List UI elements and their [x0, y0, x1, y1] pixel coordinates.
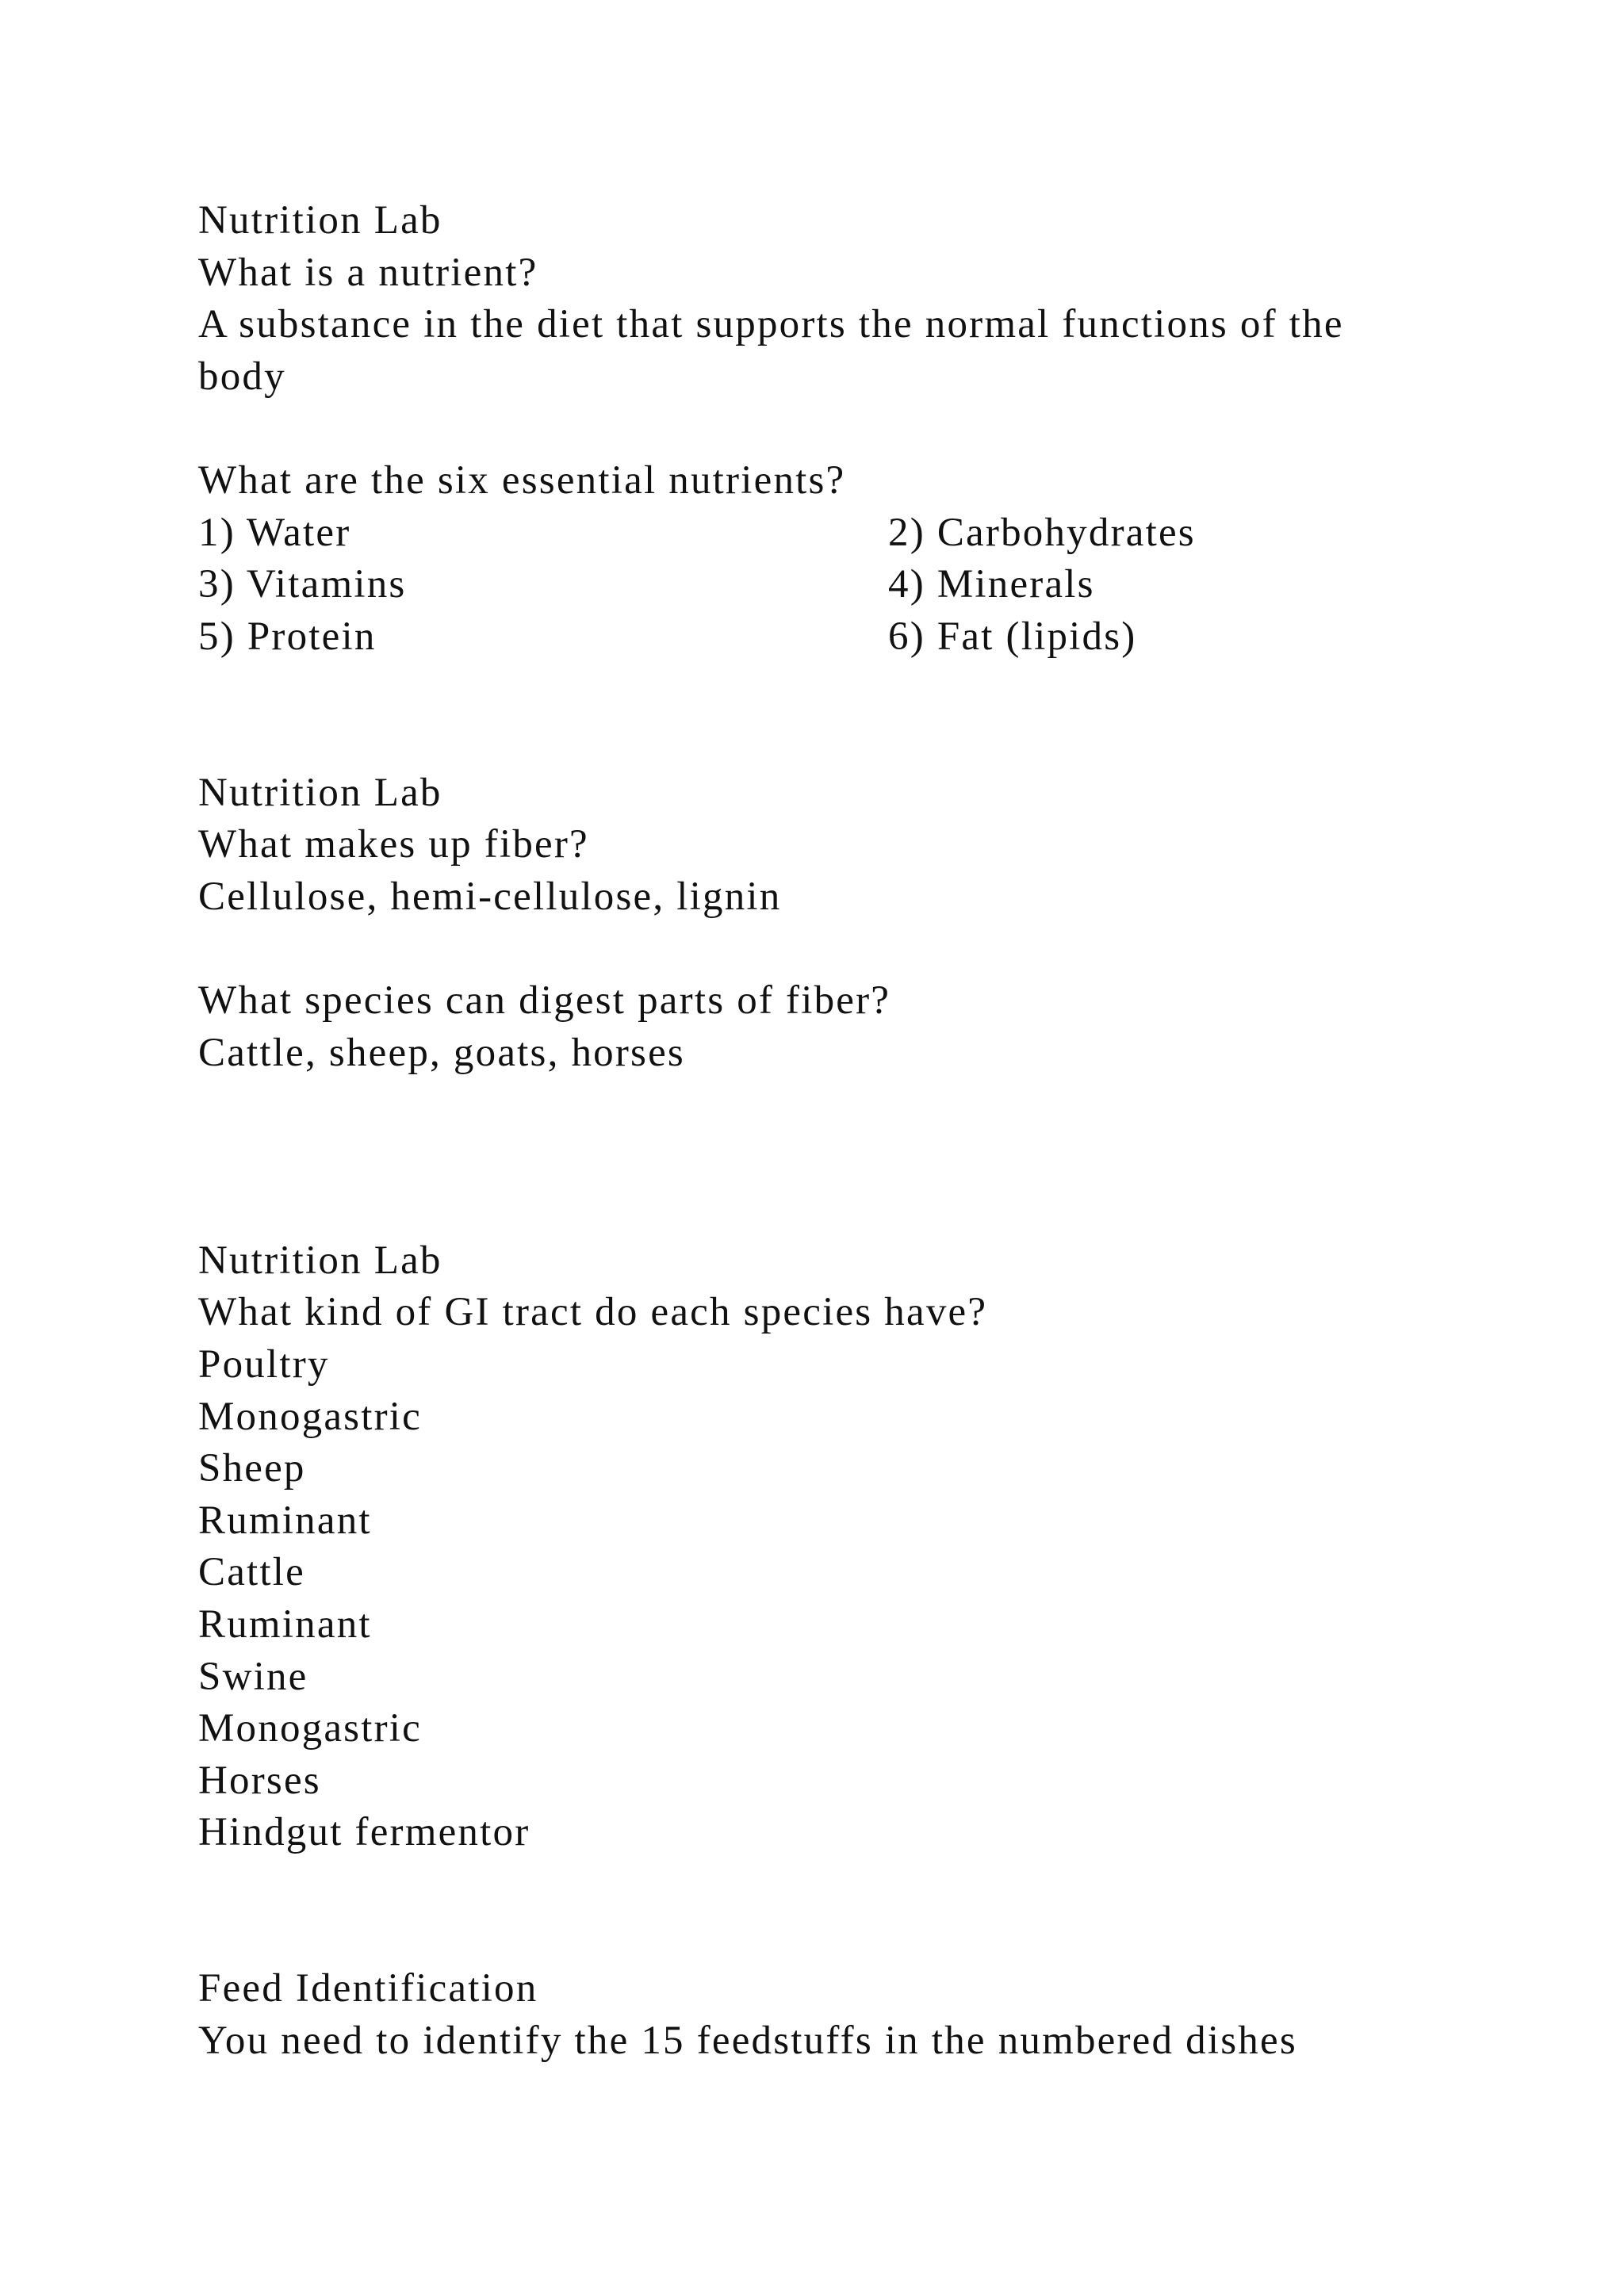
section-title: Nutrition Lab	[198, 1238, 442, 1283]
list-item: Sheep	[198, 1446, 306, 1491]
question-text: What is a nutrient?	[198, 250, 538, 295]
list-item: Ruminant	[198, 1602, 372, 1647]
list-item: Cattle	[198, 1550, 305, 1595]
spacer	[198, 1079, 1443, 1235]
section-gi-tract	[198, 1235, 1443, 1859]
spacer	[198, 923, 1443, 975]
question-text: What are the six essential nutrients?	[198, 457, 846, 503]
list-item: Ruminant	[198, 1498, 372, 1543]
list-item: Poultry	[198, 1342, 330, 1387]
list-item: Swine	[198, 1654, 308, 1699]
section-feed-identification	[198, 1963, 1443, 2067]
question-text: What makes up fiber?	[198, 822, 589, 867]
list-item: Hindgut fermentor	[198, 1810, 530, 1855]
section-title: Nutrition Lab	[198, 770, 442, 815]
spacer	[198, 403, 1443, 455]
nutrient-item: 2) Carbohydrates	[888, 510, 1196, 555]
instruction-text: You need to identify the 15 feedstuffs in the numbered dishes	[198, 2018, 1297, 2063]
spacer	[198, 1859, 1443, 1963]
nutrient-list	[198, 507, 1443, 664]
spacer	[198, 663, 1443, 767]
answer-text: A substance in the diet that supports the normal functions of the	[198, 302, 1344, 347]
answer-text: Cattle, sheep, goats, horses	[198, 1030, 685, 1075]
section-fiber	[198, 767, 1443, 1080]
nutrient-item: 6) Fat (lipids)	[888, 614, 1137, 659]
section-nutrients	[198, 195, 1443, 663]
answer-text: body	[198, 354, 286, 399]
section-title: Feed Identification	[198, 1966, 538, 2011]
question-text: What species can digest parts of fiber?	[198, 978, 891, 1023]
nutrient-item: 1) Water	[198, 510, 351, 555]
document-body	[198, 195, 1443, 2067]
list-item: Horses	[198, 1758, 321, 1803]
answer-text: Cellulose, hemi-cellulose, lignin	[198, 874, 782, 919]
nutrient-item: 5) Protein	[198, 614, 377, 659]
nutrient-item: 4) Minerals	[888, 562, 1095, 607]
list-item: Monogastric	[198, 1706, 422, 1751]
section-title: Nutrition Lab	[198, 198, 442, 243]
question-text: What kind of GI tract do each species have?	[198, 1290, 988, 1335]
nutrient-item: 3) Vitamins	[198, 562, 407, 607]
list-item: Monogastric	[198, 1394, 422, 1439]
